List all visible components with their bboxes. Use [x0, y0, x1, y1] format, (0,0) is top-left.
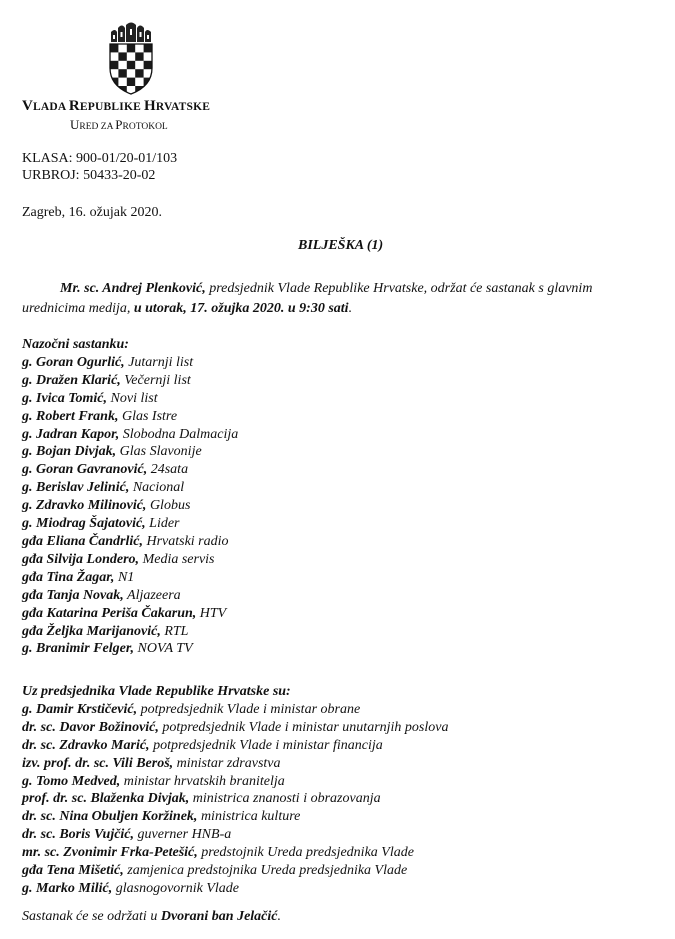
person-affiliation: glasnogovornik Vlade: [112, 880, 239, 896]
list-item: [22, 461, 238, 479]
list-item: [22, 533, 238, 551]
person-affiliation: 24sata: [147, 462, 189, 478]
government-members-heading: Uz predsjednika Vlade Republike Hrvatske su:: [22, 684, 291, 699]
person-name: dr. sc. Zdravko Marić,: [22, 737, 150, 753]
list-item: [22, 390, 238, 408]
document-title: BILJEŠKA (1): [298, 238, 384, 253]
person-affiliation: ministar hrvatskih branitelja: [120, 773, 285, 789]
list-item: [22, 808, 448, 826]
person-affiliation: Aljazeera: [123, 587, 181, 603]
person-affiliation: Slobodna Dalmacija: [119, 426, 239, 442]
person-name: g. Robert Frank,: [22, 408, 119, 424]
person-affiliation: Večernji list: [120, 372, 191, 388]
person-affiliation: guverner HNB-a: [134, 827, 232, 843]
person-affiliation: N1: [114, 569, 135, 585]
list-item: [22, 880, 448, 898]
intro-name: Mr. sc. Andrej Plenković,: [60, 281, 206, 296]
person-name: gđa Željka Marijanović,: [22, 623, 161, 639]
attendees-list: [22, 336, 238, 658]
person-affiliation: potpredsjednik Vlade i ministar financija: [149, 737, 383, 753]
list-item: [22, 826, 448, 844]
list-item: [22, 701, 448, 719]
document-date: Zagreb, 16. ožujak 2020.: [22, 205, 162, 220]
government-members-list: [22, 683, 448, 898]
person-name: g. Dražen Klarić,: [22, 372, 121, 388]
person-affiliation: predstojnik Ureda predsjednika Vlade: [197, 845, 414, 861]
urbroj-number: URBROJ: 50433-20-02: [22, 168, 156, 183]
list-item: [22, 443, 238, 461]
list-item: [22, 354, 238, 372]
list-item: [22, 479, 238, 497]
list-item: [22, 623, 238, 641]
attendees-heading: Nazočni sastanku:: [22, 337, 129, 352]
person-affiliation: ministrica kulture: [197, 809, 301, 825]
list-item: [22, 755, 448, 773]
person-name: g. Bojan Divjak,: [22, 444, 117, 460]
person-name: g. Berislav Jelinić,: [22, 480, 130, 496]
person-affiliation: Glas Istre: [118, 408, 178, 424]
klasa-number: KLASA: 900-01/20-01/103: [22, 151, 178, 166]
person-name: g. Goran Gavranović,: [22, 462, 148, 478]
office-name: URED ZA PROTOKOL: [70, 117, 168, 132]
person-name: g. Branimir Felger,: [22, 641, 135, 657]
list-item: [22, 497, 238, 515]
person-name: gđa Tanja Novak,: [22, 587, 124, 603]
person-name: g. Damir Krstičević,: [22, 701, 138, 717]
person-name: g. Tomo Medved,: [22, 773, 121, 789]
person-affiliation: Media servis: [139, 551, 215, 567]
person-affiliation: ministrica znanosti i obrazovanja: [189, 791, 381, 807]
list-item: [22, 844, 448, 862]
list-item: [22, 551, 238, 569]
closing-line: Sastanak će se održati u Dvorani ban Jelačić.: [22, 909, 281, 924]
list-item: [22, 862, 448, 880]
person-name: dr. sc. Davor Božinović,: [22, 719, 159, 735]
person-name: g. Marko Milić,: [22, 880, 113, 896]
person-affiliation: Lider: [145, 516, 180, 532]
person-affiliation: NOVA TV: [134, 641, 193, 657]
person-affiliation: Glas Slavonije: [116, 444, 202, 460]
list-item: [22, 719, 448, 737]
list-item: [22, 737, 448, 755]
list-item: [22, 773, 448, 791]
list-item: [22, 790, 448, 808]
person-name: g. Miodrag Šajatović,: [22, 516, 146, 532]
person-name: mr. sc. Zvonimir Frka-Petešić,: [22, 845, 198, 861]
person-affiliation: Globus: [146, 498, 191, 514]
person-name: g. Goran Ogurlić,: [22, 354, 125, 370]
list-item: [22, 372, 238, 390]
person-name: dr. sc. Nina Obuljen Koržinek,: [22, 809, 198, 825]
intro-paragraph: Mr. sc. Andrej Plenković, predsjednik Vlade Republike Hrvatske, održat će sastanak s glavnim urednicima medija, u utorak, 17. ožujka 2020. u 9:30 sati.: [22, 281, 593, 316]
person-affiliation: RTL: [160, 623, 189, 639]
reference-numbers: [22, 150, 177, 184]
list-item: [22, 640, 238, 658]
person-name: g. Zdravko Milinović,: [22, 498, 147, 514]
person-affiliation: Jutarnji list: [124, 354, 194, 370]
list-item: [22, 605, 238, 623]
person-affiliation: Nacional: [129, 480, 185, 496]
coat-of-arms-icon: [107, 20, 155, 96]
person-affiliation: zamjenica predstojnika Ureda predsjednika Vlade: [123, 863, 408, 879]
person-name: gđa Silvija Londero,: [22, 551, 140, 567]
person-name: gđa Tina Žagar,: [22, 569, 115, 585]
person-affiliation: Hrvatski radio: [142, 533, 229, 549]
list-item: [22, 408, 238, 426]
meeting-place: Dvorani ban Jelačić: [160, 909, 278, 924]
meeting-time: u utorak, 17. ožujka 2020. u 9:30 sati: [133, 301, 349, 316]
person-name: prof. dr. sc. Blaženka Divjak,: [22, 791, 190, 807]
person-name: gđa Katarina Periša Čakarun,: [22, 605, 197, 621]
person-name: dr. sc. Boris Vujčić,: [22, 827, 135, 843]
person-affiliation: ministar zdravstva: [173, 755, 281, 771]
person-name: g. Ivica Tomić,: [22, 390, 108, 406]
list-item: [22, 515, 238, 533]
list-item: [22, 426, 238, 444]
person-affiliation: Novi list: [107, 390, 158, 406]
list-item: [22, 587, 238, 605]
person-affiliation: HTV: [196, 605, 227, 621]
person-affiliation: potpredsjednik Vlade i ministar obrane: [137, 701, 361, 717]
person-name: gđa Tena Mišetić,: [22, 863, 124, 879]
person-name: g. Jadran Kapor,: [22, 426, 120, 442]
person-affiliation: potpredsjednik Vlade i ministar unutarnjih poslova: [158, 719, 449, 735]
list-item: [22, 569, 238, 587]
government-name: VLADA REPUBLIKE HRVATSKE: [22, 98, 211, 114]
person-name: gđa Eliana Čandrlić,: [22, 533, 143, 549]
person-name: izv. prof. dr. sc. Vili Beroš,: [22, 755, 174, 771]
